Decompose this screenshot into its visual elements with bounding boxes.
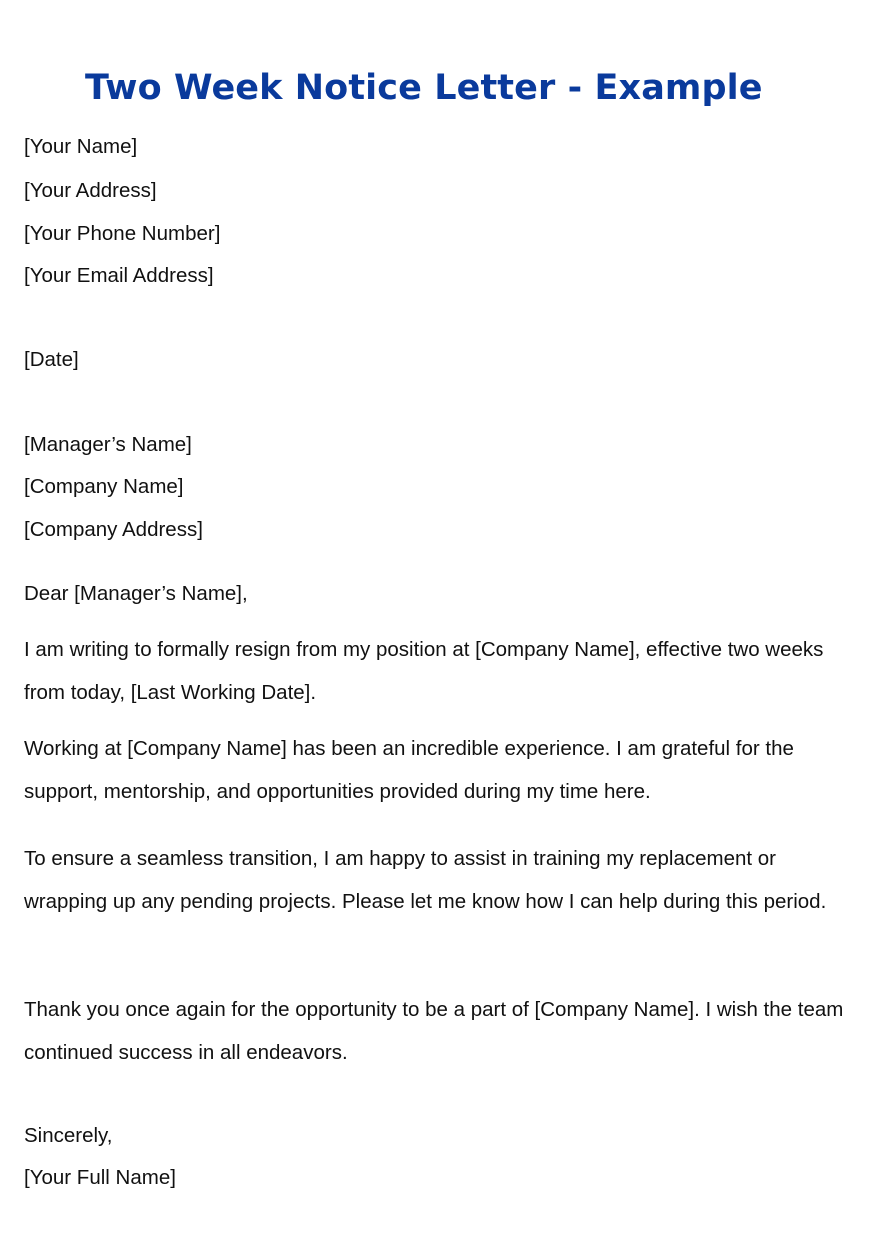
letter-date: [Date] <box>24 348 79 371</box>
body-paragraph-4: Thank you once again for the opportunity to be a part of [Company Name]. I wish the team continued success in all endeavors. <box>24 998 844 1064</box>
salutation: Dear [Manager’s Name], <box>24 582 248 605</box>
page-title: Two Week Notice Letter - Example <box>85 68 763 108</box>
body-paragraph-2: Working at [Company Name] has been an incredible experience. I am grateful for the support, mentorship, and opportunities provided during my time here. <box>24 737 794 803</box>
body-paragraph-3: To ensure a seamless transition, I am happy to assist in training my replacement or wrapping up any pending projects. Please let me know how I can help during this period. <box>24 847 827 913</box>
sender-name: [Your Name] <box>24 135 138 158</box>
closing: Sincerely, <box>24 1124 113 1147</box>
sender-address: [Your Address] <box>24 179 157 202</box>
body-paragraph-1: I am writing to formally resign from my position at [Company Name], effective two weeks from today, [Last Working Date]. <box>24 638 824 704</box>
recipient-company-address: [Company Address] <box>24 518 203 541</box>
recipient-manager-name: [Manager’s Name] <box>24 433 192 456</box>
sender-email: [Your Email Address] <box>24 264 214 287</box>
signature: [Your Full Name] <box>24 1166 176 1189</box>
sender-phone: [Your Phone Number] <box>24 222 221 245</box>
recipient-company-name: [Company Name] <box>24 475 184 498</box>
